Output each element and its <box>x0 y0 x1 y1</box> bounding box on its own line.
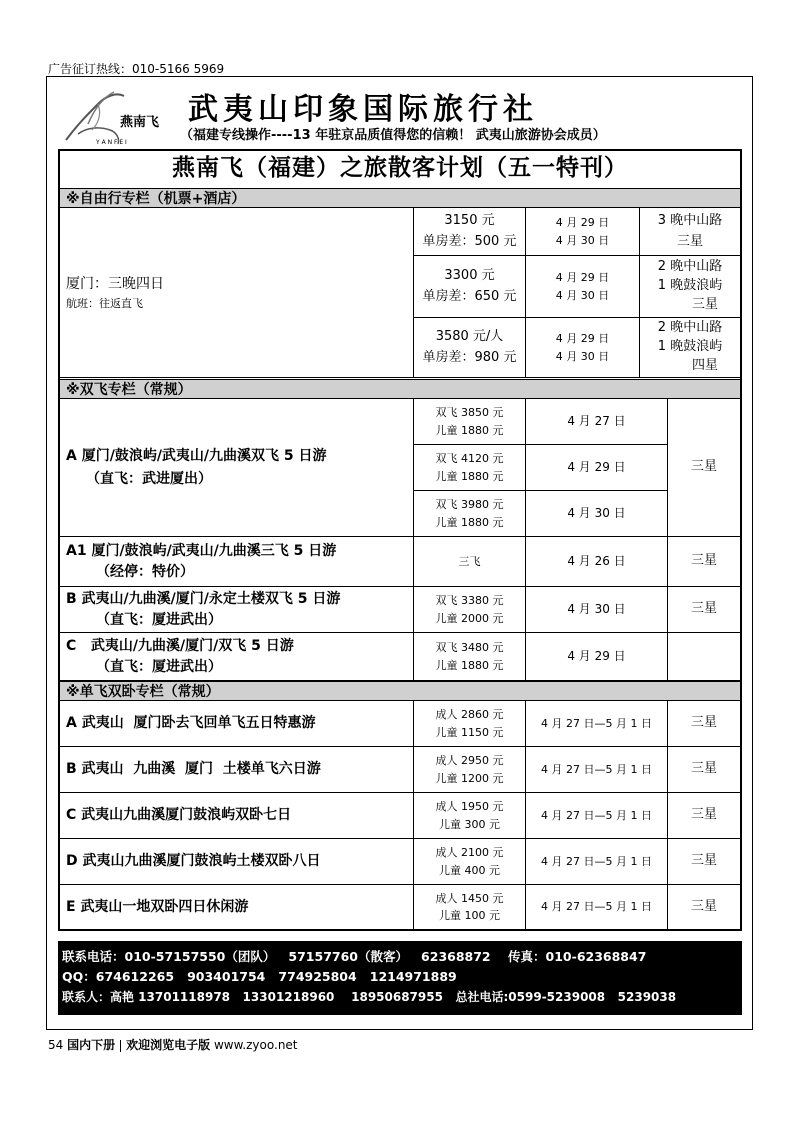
footer-text: 欢迎浏览电子版 <box>126 1038 211 1052</box>
ad-hotline: 广告征订热线：010-5166 5969 <box>48 62 225 76</box>
free-price-cell: 3150 元 单房差：500 元 <box>414 208 526 256</box>
single-price-cell: 成人 1450 元 儿童 100 元 <box>414 885 526 929</box>
section-double-flight: ※双飞专栏（常规） <box>60 379 740 399</box>
free-date-cell: 4 月 29 日 4 月 30 日 <box>526 256 640 318</box>
free-hotel-cell: 2 晚中山路 1 晚鼓浪屿 四星 <box>640 318 740 378</box>
route-a1-price-cell: 三飞 <box>414 537 526 587</box>
agency-slogan: （福建专线操作----13 年驻京品质值得您的信赖！ 武夷山旅游协会成员） <box>180 128 606 143</box>
single-date-cell: 4 月 27 日—5 月 1 日 <box>526 747 668 793</box>
route-b-price-cell: 双飞 3380 元 儿童 2000 元 <box>414 587 526 633</box>
single-route-cell: D 武夷山九曲溪厦门鼓浪屿土楼双卧八日 <box>60 839 414 885</box>
contact-person: 联系人：高艳 13701118978 13301218960 18950687955 总社电话:0599-5239008 5239038 <box>62 990 677 1004</box>
route-c-price-cell: 双飞 3480 元 儿童 1880 元 <box>414 633 526 681</box>
section-single-flight: ※单飞双卧专栏（常规） <box>60 681 740 701</box>
route-a-hotel-cell: 三星 <box>668 399 740 537</box>
free-price-cell: 3300 元 单房差：650 元 <box>414 256 526 318</box>
single-date-cell: 4 月 27 日—5 月 1 日 <box>526 885 668 929</box>
free-flight: 航班：往返直飞 <box>66 297 143 311</box>
single-route-cell: A 武夷山 厦门卧去飞回单飞五日特惠游 <box>60 701 414 747</box>
page-title: 燕南飞（福建）之旅散客计划（五一特刊） <box>172 155 628 181</box>
single-price-cell: 成人 1950 元 儿童 300 元 <box>414 793 526 839</box>
route-c-date-cell: 4 月 29 日 <box>526 633 668 681</box>
page-footer <box>48 1036 298 1053</box>
contact-footer <box>58 941 742 1015</box>
footer-divider <box>120 1040 121 1052</box>
single-hotel-cell: 三星 <box>668 701 740 747</box>
logo-subtext: Y A N F E I <box>96 139 127 146</box>
route-a-price-cell: 双飞 3850 元 儿童 1880 元 <box>414 399 526 445</box>
route-a1-cell: A1 厦门/鼓浪屿/武夷山/九曲溪三飞 5 日游 （经停：特价） <box>60 537 414 587</box>
contact-qq: QQ：674612265 903401754 774925804 1214971889 <box>62 969 457 984</box>
route-b-hotel-cell: 三星 <box>668 587 740 633</box>
free-hotel-cell: 2 晚中山路 1 晚鼓浪屿 三星 <box>640 256 740 318</box>
agency-name: 武夷山印象国际旅行社 <box>188 92 538 127</box>
route-a-cell: A 厦门/鼓浪屿/武夷山/九曲溪双飞 5 日游 （直飞：武进厦出） <box>60 399 414 537</box>
route-a-date-cell: 4 月 27 日 <box>526 399 668 445</box>
free-hotel-cell: 3 晚中山路 三星 <box>640 208 740 256</box>
logo-text: 燕南飞 <box>120 115 160 130</box>
single-route-cell: E 武夷山一地双卧四日休闲游 <box>60 885 414 929</box>
single-route-cell: B 武夷山 九曲溪 厦门 土楼单飞六日游 <box>60 747 414 793</box>
swallow-logo-icon <box>58 84 178 148</box>
route-c-hotel-cell <box>668 633 740 681</box>
page-number: 54 <box>48 1038 64 1052</box>
single-price-cell: 成人 2950 元 儿童 1200 元 <box>414 747 526 793</box>
single-hotel-cell: 三星 <box>668 839 740 885</box>
single-date-cell: 4 月 27 日—5 月 1 日 <box>526 701 668 747</box>
single-hotel-cell: 三星 <box>690 898 717 914</box>
single-price-cell: 成人 2100 元 儿童 400 元 <box>414 839 526 885</box>
single-route-cell: C 武夷山九曲溪厦门鼓浪屿双卧七日 <box>60 793 414 839</box>
footer-url[interactable]: www.zyoo.net <box>213 1038 298 1052</box>
route-b-cell: B 武夷山/九曲溪/厦门/永定土楼双飞 5 日游 （直飞：厦进武出） <box>60 587 414 633</box>
free-route-cell <box>60 208 414 378</box>
single-hotel-cell: 三星 <box>668 747 740 793</box>
route-a-price-cell: 双飞 3980 元 儿童 1880 元 <box>414 491 526 537</box>
section-free-travel: ※自由行专栏（机票+酒店） <box>60 188 740 208</box>
page-section: 国内下册 <box>67 1038 116 1052</box>
single-date-cell: 4 月 27 日—5 月 1 日 <box>526 793 668 839</box>
free-route: 厦门：三晚四日 <box>66 275 164 292</box>
free-price-cell: 3580 元/人 单房差：980 元 <box>414 318 526 378</box>
route-b-date-cell: 4 月 30 日 <box>526 587 668 633</box>
route-a1-date-cell: 4 月 26 日 <box>526 537 668 587</box>
route-c-cell: C 武夷山/九曲溪/厦门/双飞 5 日游 （直飞：厦进武出） <box>60 633 414 681</box>
free-date-cell: 4 月 29 日 4 月 30 日 <box>526 208 640 256</box>
single-hotel-cell: 三星 <box>668 793 740 839</box>
agency-logo <box>58 84 178 148</box>
route-a1-hotel-cell: 三星 <box>668 537 740 587</box>
contact-phone: 联系电话：010-57157550（团队） 57157760（散客） 62368872 传真：010-62368847 <box>62 949 647 964</box>
single-date-cell: 4 月 27 日—5 月 1 日 <box>526 839 668 885</box>
route-a-date-cell: 4 月 30 日 <box>526 491 668 537</box>
route-a-price-cell: 双飞 4120 元 儿童 1880 元 <box>414 445 526 491</box>
free-date-cell: 4 月 29 日 4 月 30 日 <box>526 318 640 378</box>
route-a-date-cell: 4 月 29 日 <box>526 445 668 491</box>
single-price-cell: 成人 2860 元 儿童 1150 元 <box>414 701 526 747</box>
